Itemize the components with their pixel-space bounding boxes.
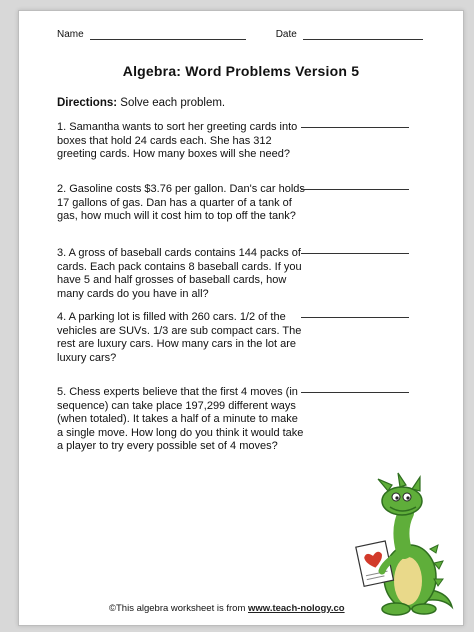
- answer-line-5[interactable]: [301, 392, 409, 393]
- date-field[interactable]: [303, 29, 423, 40]
- footer-text: ©This algebra worksheet is from: [109, 603, 248, 614]
- page-title: Algebra: Word Problems Version 5: [122, 63, 360, 79]
- dragon-mascot-icon: [352, 469, 458, 619]
- footer-link[interactable]: www.teach-nology.co: [248, 603, 345, 614]
- directions-text: Solve each problem.: [117, 97, 226, 109]
- name-label: Name: [57, 29, 84, 40]
- answer-line-3[interactable]: [301, 253, 409, 254]
- problem-1: 1. Samantha wants to sort her greeting cards into boxes that hold 24 cards each. She has 312 greeting cards. How many boxes will she need?: [57, 121, 298, 160]
- problem-4: 4. A parking lot is filled with 260 cars. 1/2 of the vehicles are SUVs. 1/3 are sub compact cars. The rest are luxury cars. How many cars in the lot are luxury cars?: [57, 311, 302, 364]
- header-row: [57, 29, 443, 40]
- footer-credit: [109, 603, 345, 614]
- answer-line-2[interactable]: [301, 189, 409, 190]
- worksheet-page: [18, 10, 464, 626]
- problem-2: 2. Gasoline costs $3.76 per gallon. Dan's car holds 17 gallons of gas. Dan has a quarter of a tank of gas, how much will it cost him to top off the tank?: [57, 183, 305, 222]
- problem-5: 5. Chess experts believe that the first 4 moves (in sequence) can take place 197,299 different ways (when totaled). It takes a half of a minute to make a single move. How long do you think it would take a player to try every possible set of 4 moves?: [57, 386, 304, 452]
- directions-label: Directions:: [57, 97, 118, 109]
- date-label: Date: [275, 29, 297, 40]
- directions: [57, 97, 225, 109]
- problem-3: 3. A gross of baseball cards contains 144 packs of cards. Each pack contains 8 baseball cards. If you have 5 and half grosses of baseball cards, how many cards do you have in all?: [57, 247, 302, 300]
- answer-line-1[interactable]: [301, 127, 409, 128]
- answer-line-4[interactable]: [301, 317, 409, 318]
- name-field[interactable]: [90, 29, 246, 40]
